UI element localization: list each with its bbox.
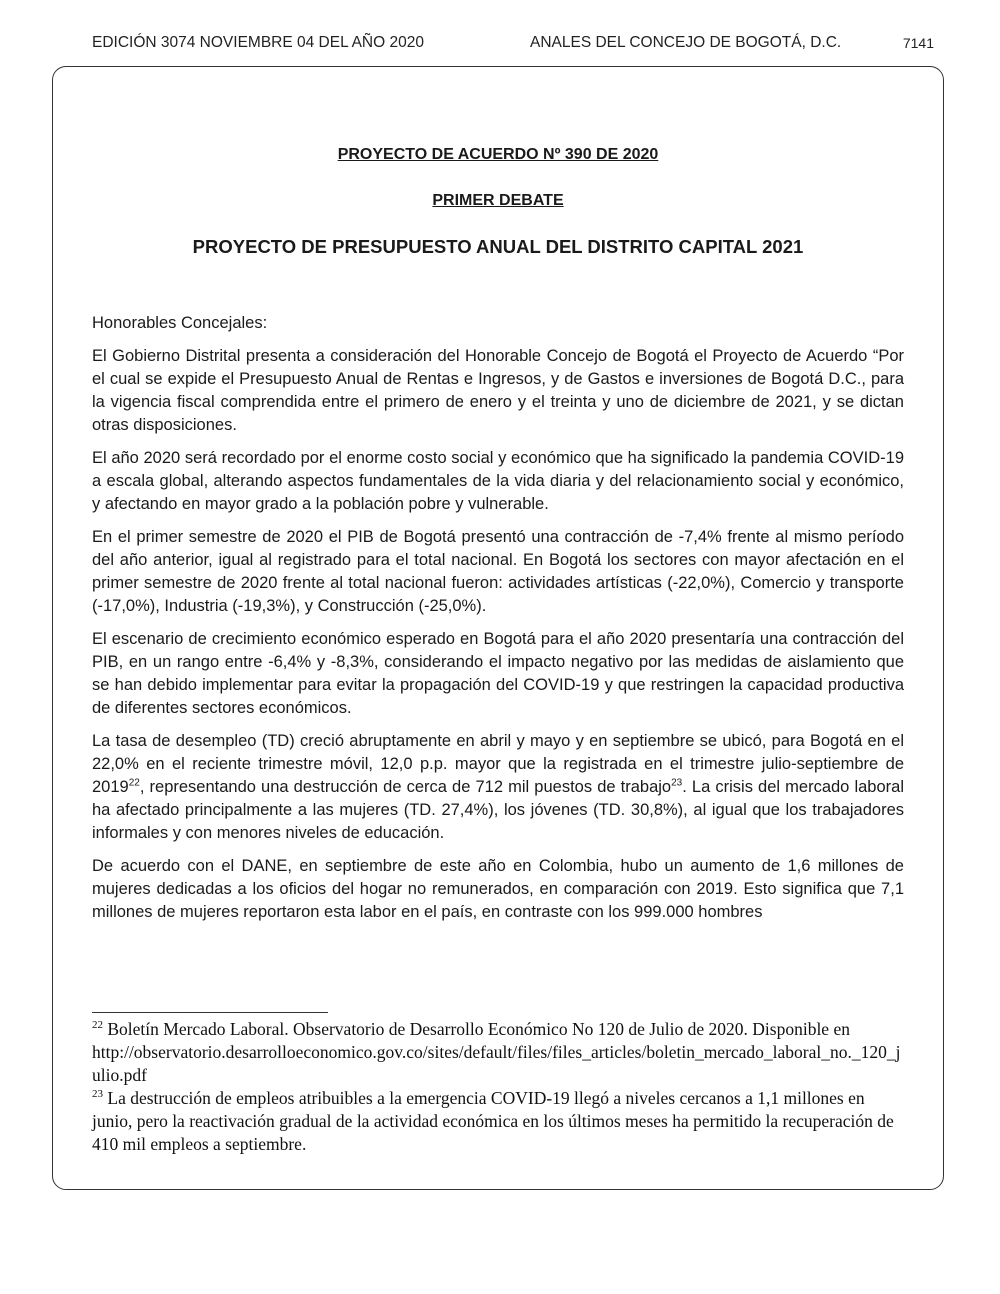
footnote-23-text: La destrucción de empleos atribuibles a la emergencia COVID-19 llegó a niveles cercanos a 1,1 millones en junio, pero la reactivación gradual de la actividad económica en los últimos meses ha permitido la recuperación de 410 mil empleos a septiembre. — [92, 1088, 894, 1154]
footnote-ref-22[interactable]: 22 — [128, 777, 140, 789]
publication-name: ANALES DEL CONCEJO DE BOGOTÁ, D.C. — [530, 34, 842, 51]
greeting: Honorables Concejales: — [92, 314, 268, 332]
footnote-23-number: 23 — [92, 1088, 103, 1101]
document-body — [92, 146, 904, 934]
footnote-22 — [92, 1018, 904, 1087]
paragraph-2: El año 2020 será recordado por el enorme costo social y económico que ha significado la pandemia COVID-19 a escala global, alterando aspectos fundamentales de la vida diaria y del relacionamiento social y económico, y afectando en mayor grado a la población pobre y vulnerable. — [92, 449, 904, 513]
edition-info: EDICIÓN 3074 NOVIEMBRE 04 DEL AÑO 2020 — [92, 34, 424, 51]
paragraph-3: En el primer semestre de 2020 el PIB de Bogotá presentó una contracción de -7,4% frente al mismo período del año anterior, igual al registrado para el total nacional. En Bogotá los sectores con mayor afectación en el primer semestre de 2020 frente al total nacional fueron: actividades artísticas (-22,0%), Comercio y transporte (-17,0%), Industria (-19,3%), y Construcción (-25,0%). — [92, 528, 904, 615]
page-number: 7141 — [902, 35, 934, 51]
paragraph-4: El escenario de crecimiento económico esperado en Bogotá para el año 2020 presentaría una contracción del PIB, en un rango entre -6,4% y -8,3%, considerando el impacto negativo por las medidas de aislamiento que se han debido implementar para evitar la propagación del COVID-19 y que restringen la capacidad productiva de diferentes sectores económicos. — [92, 630, 904, 717]
paragraph-6: De acuerdo con el DANE, en septiembre de este año en Colombia, hubo un aumento de 1,6 millones de mujeres dedicadas a los oficios del hogar no remunerados, en comparación con 2019. Esto significa que 7,1 millones de mujeres reportaron esta labor en el país, en contraste con los 999.000 hombres — [92, 857, 904, 921]
footnote-22-number: 22 — [92, 1019, 103, 1032]
debate-title: PRIMER DEBATE — [432, 192, 564, 209]
page-header — [92, 34, 934, 56]
main-title: PROYECTO DE PRESUPUESTO ANUAL DEL DISTRITO CAPITAL 2021 — [192, 236, 804, 257]
paragraph-5-part-a: La tasa de desempleo (TD) creció abruptamente en abril y mayo y en septiembre se ubicó, para Bogotá en el 22,0% en el reciente trimestre móvil, 12,0 p.p. mayor que la registrada en el trimestre julio-septiembre de 2019 — [92, 732, 904, 796]
footnote-23 — [92, 1087, 904, 1156]
paragraph-1: El Gobierno Distrital presenta a consideración del Honorable Concejo de Bogotá el Proyecto de Acuerdo “Por el cual se expide el Presupuesto Anual de Rentas e Ingresos, y de Gastos e inversiones de Bogotá D.C., para la vigencia fiscal comprendida entre el primero de enero y el treinta y uno de diciembre de 2021, y se dictan otras disposiciones. — [92, 347, 904, 434]
footnotes — [92, 1018, 904, 1156]
paragraph-5 — [92, 730, 904, 845]
footnote-separator — [92, 1012, 328, 1013]
paragraph-5-part-c: . La crisis del mercado laboral ha afectado principalmente a las mujeres (TD. 27,4%), los jóvenes (TD. 30,8%), al igual que los trabajadores informales y con menores niveles de educación. — [92, 778, 904, 842]
footnote-22-text: Boletín Mercado Laboral. Observatorio de Desarrollo Económico No 120 de Julio de 2020. Disponible en — [103, 1019, 850, 1039]
footnote-22-link[interactable]: http://observatorio.desarrolloeconomico.gov.co/sites/default/files/files_articles/boletin_mercado_laboral_no._120_julio.pdf — [92, 1042, 901, 1085]
paragraph-5-part-b: , representando una destrucción de cerca de 712 mil puestos de trabajo — [139, 778, 672, 796]
footnote-ref-23[interactable]: 23 — [671, 777, 683, 789]
project-title: PROYECTO DE ACUERDO Nº 390 DE 2020 — [337, 146, 659, 163]
